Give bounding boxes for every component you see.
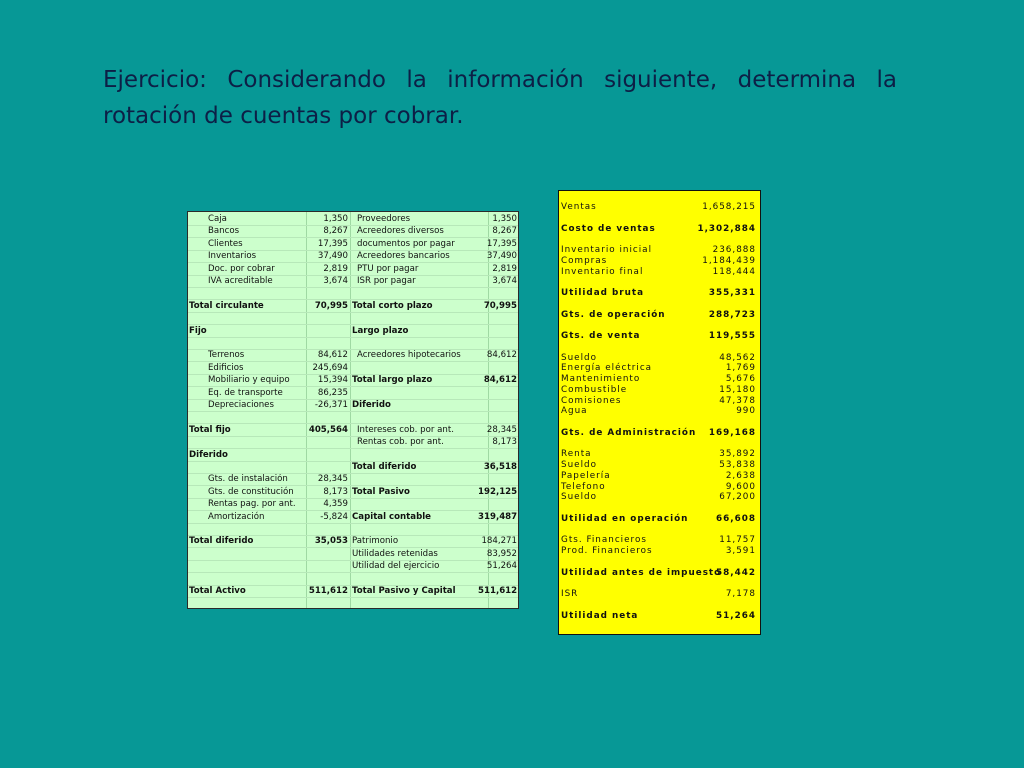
income-label: Costo de ventas <box>561 223 656 234</box>
balance-right-value: 84,612 <box>486 350 517 361</box>
balance-right-label: Acreedores bancarios <box>357 251 450 262</box>
income-value: 5,676 <box>725 374 756 384</box>
balance-right-label: Rentas cob. por ant. <box>357 437 444 448</box>
balance-left-value: 405,564 <box>308 424 348 435</box>
balance-right-label: Utilidad del ejercicio <box>352 561 440 572</box>
balance-right-label: Intereses cob. por ant. <box>357 424 454 435</box>
income-value: 15,180 <box>719 384 756 395</box>
balance-right-label: Capital contable <box>352 511 431 522</box>
income-value: 66,608 <box>716 513 756 524</box>
income-label: Sueldo <box>561 492 597 503</box>
balance-left-value: 511,612 <box>308 586 348 596</box>
income-value: 355,331 <box>708 288 756 298</box>
income-label: Papelería <box>561 470 611 481</box>
balance-right-value: 319,487 <box>478 511 518 522</box>
income-label: Inventario final <box>561 266 644 277</box>
balance-right-label: Largo plazo <box>352 325 409 336</box>
balance-left-label: Clientes <box>208 238 243 249</box>
balance-right-value: 511,612 <box>478 586 518 596</box>
row-divider <box>188 225 518 226</box>
balance-left-value: 3,674 <box>323 276 348 286</box>
income-statement-table <box>558 190 761 635</box>
balance-right-label: Total corto plazo <box>352 300 433 311</box>
balance-left-label: Depreciaciones <box>208 400 274 410</box>
income-label: Energía eléctrica <box>561 363 653 374</box>
balance-right-label: ISR por pagar <box>357 276 416 286</box>
income-label: Utilidad antes de impuesto <box>561 567 722 578</box>
row-divider <box>188 237 518 238</box>
income-label: Utilidad bruta <box>561 288 645 298</box>
balance-right-label: Acreedores hipotecarios <box>357 350 461 361</box>
income-label: Compras <box>561 255 608 266</box>
income-label: Inventario inicial <box>561 245 653 255</box>
balance-left-label: Edificios <box>208 362 244 373</box>
row-divider <box>188 386 518 387</box>
balance-left-value: 4,359 <box>323 499 348 510</box>
income-label: Sueldo <box>561 352 597 363</box>
income-value: 119,555 <box>708 331 756 341</box>
balance-left-value: 245,694 <box>312 362 348 373</box>
income-value: 1,658,215 <box>702 202 756 212</box>
row-divider <box>188 275 518 276</box>
row-divider <box>188 547 518 548</box>
balance-right-value: 51,264 <box>486 561 517 572</box>
balance-left-value: 17,395 <box>317 238 348 249</box>
income-value: 169,168 <box>708 427 756 438</box>
balance-left-label: Fijo <box>189 325 207 336</box>
balance-right-value: 8,267 <box>492 226 517 237</box>
income-value: 1,769 <box>725 363 756 374</box>
income-value: 11,757 <box>719 535 756 546</box>
balance-left-label: Terrenos <box>208 350 245 361</box>
income-label: Agua <box>561 406 588 417</box>
balance-left-label: Total diferido <box>189 536 254 547</box>
income-value: 1,302,884 <box>697 223 756 234</box>
balance-left-value: 84,612 <box>317 350 348 361</box>
balance-right-label: Patrimonio <box>352 536 399 547</box>
row-divider <box>188 299 518 300</box>
income-value: 48,562 <box>719 352 756 363</box>
income-value: 990 <box>736 406 756 417</box>
income-label: Mantenimiento <box>561 374 641 384</box>
balance-left-label: Total fijo <box>189 424 231 435</box>
balance-left-label: Inventarios <box>208 251 257 262</box>
balance-right-value: 3,674 <box>492 276 517 286</box>
balance-right-label: Acreedores diversos <box>357 226 444 237</box>
balance-right-label: documentos por pagar <box>357 238 455 249</box>
row-divider <box>188 399 518 400</box>
balance-right-label: Total Pasivo y Capital <box>352 586 456 596</box>
income-value: 67,200 <box>719 492 756 503</box>
row-divider <box>188 324 518 325</box>
row-divider <box>188 287 518 288</box>
row-divider <box>188 423 518 424</box>
balance-left-label: Amortización <box>208 511 265 522</box>
balance-right-value: 8,173 <box>492 437 517 448</box>
row-divider <box>188 523 518 524</box>
row-divider <box>188 349 518 350</box>
balance-left-label: Diferido <box>189 449 228 460</box>
balance-right-value: 83,952 <box>486 548 517 559</box>
balance-left-label: Doc. por cobrar <box>208 263 275 274</box>
balance-left-value: 1,350 <box>323 214 348 224</box>
balance-right-value: 36,518 <box>483 462 517 472</box>
income-value: 35,892 <box>719 449 756 460</box>
row-divider <box>188 337 518 338</box>
income-label: Gts. de operación <box>561 309 666 320</box>
balance-right-label: Utilidades retenidas <box>352 548 438 559</box>
income-value: 51,264 <box>716 610 756 621</box>
balance-left-label: Rentas pag. por ant. <box>208 499 296 510</box>
row-divider <box>188 361 518 362</box>
balance-left-label: Total Activo <box>189 586 246 596</box>
balance-right-value: 184,271 <box>481 536 517 547</box>
balance-sheet-table <box>187 211 519 609</box>
income-label: Renta <box>561 449 592 460</box>
row-divider <box>188 436 518 437</box>
row-divider <box>188 461 518 462</box>
income-label: Ventas <box>561 202 597 212</box>
balance-left-value: -26,371 <box>314 400 348 410</box>
balance-left-label: Mobiliario y equipo <box>208 375 290 386</box>
row-divider <box>188 498 518 499</box>
balance-left-value: 8,173 <box>323 486 348 497</box>
income-value: 1,184,439 <box>702 255 756 266</box>
balance-left-label: Gts. de constitución <box>208 486 294 497</box>
balance-right-value: 17,395 <box>486 238 517 249</box>
balance-left-value: -5,824 <box>320 511 348 522</box>
balance-right-label: Total diferido <box>352 462 417 472</box>
balance-right-value: 37,490 <box>486 251 517 262</box>
balance-left-value: 8,267 <box>323 226 348 237</box>
balance-left-label: Eq. de transporte <box>208 387 283 398</box>
balance-right-label: Total Pasivo <box>352 486 410 497</box>
row-divider <box>188 448 518 449</box>
row-divider <box>188 535 518 536</box>
row-divider <box>188 510 518 511</box>
balance-right-label: PTU por pagar <box>357 263 419 274</box>
balance-left-label: Gts. de instalación <box>208 474 288 485</box>
balance-right-value: 70,995 <box>483 300 517 311</box>
balance-right-value: 2,819 <box>492 263 517 274</box>
income-value: 9,600 <box>725 481 756 492</box>
income-value: 53,838 <box>719 460 756 470</box>
income-value: 47,378 <box>719 395 756 406</box>
row-divider <box>188 250 518 251</box>
balance-left-value: 15,394 <box>317 375 348 386</box>
income-label: Telefono <box>561 481 606 492</box>
income-label: Gts. Financieros <box>561 535 647 546</box>
balance-left-value: 28,345 <box>317 474 348 485</box>
income-label: Combustible <box>561 384 628 395</box>
balance-left-value: 2,819 <box>323 263 348 274</box>
balance-left-value: 35,053 <box>314 536 348 547</box>
income-value: 2,638 <box>725 470 756 481</box>
balance-left-value: 70,995 <box>314 300 348 311</box>
income-value: 118,444 <box>712 266 756 277</box>
row-divider <box>188 585 518 586</box>
row-divider <box>188 572 518 573</box>
balance-left-value: 86,235 <box>317 387 348 398</box>
income-label: Utilidad neta <box>561 610 639 621</box>
income-label: ISR <box>561 589 579 599</box>
income-value: 58,442 <box>716 567 756 578</box>
income-label: Gts. de venta <box>561 331 641 341</box>
row-divider <box>188 374 518 375</box>
row-divider <box>188 560 518 561</box>
income-value: 3,591 <box>725 546 756 556</box>
income-value: 288,723 <box>708 309 756 320</box>
row-divider <box>188 312 518 313</box>
income-label: Prod. Financieros <box>561 546 653 556</box>
balance-left-value: 37,490 <box>317 251 348 262</box>
income-label: Utilidad en operación <box>561 513 689 524</box>
balance-right-value: 28,345 <box>486 424 517 435</box>
income-label: Gts. de Administración <box>561 427 697 438</box>
balance-right-label: Proveedores <box>357 214 411 224</box>
balance-left-label: Bancos <box>208 226 240 237</box>
balance-right-value: 84,612 <box>483 375 517 386</box>
balance-left-label: IVA acreditable <box>208 276 273 286</box>
income-label: Comisiones <box>561 395 622 406</box>
row-divider <box>188 485 518 486</box>
income-value: 7,178 <box>725 589 756 599</box>
balance-left-label: Caja <box>208 214 227 224</box>
balance-right-label: Diferido <box>352 400 391 410</box>
row-divider <box>188 597 518 598</box>
income-label: Sueldo <box>561 460 597 470</box>
balance-right-label: Total largo plazo <box>352 375 433 386</box>
balance-left-label: Total circulante <box>189 300 264 311</box>
balance-right-value: 192,125 <box>478 486 518 497</box>
balance-right-value: 1,350 <box>492 214 517 224</box>
slide-title: Ejercicio: Considerando la información siguiente, determina la rotación de cuentas por cobrar. <box>103 67 897 129</box>
row-divider <box>188 473 518 474</box>
row-divider <box>188 262 518 263</box>
row-divider <box>188 411 518 412</box>
income-value: 236,888 <box>712 245 756 255</box>
